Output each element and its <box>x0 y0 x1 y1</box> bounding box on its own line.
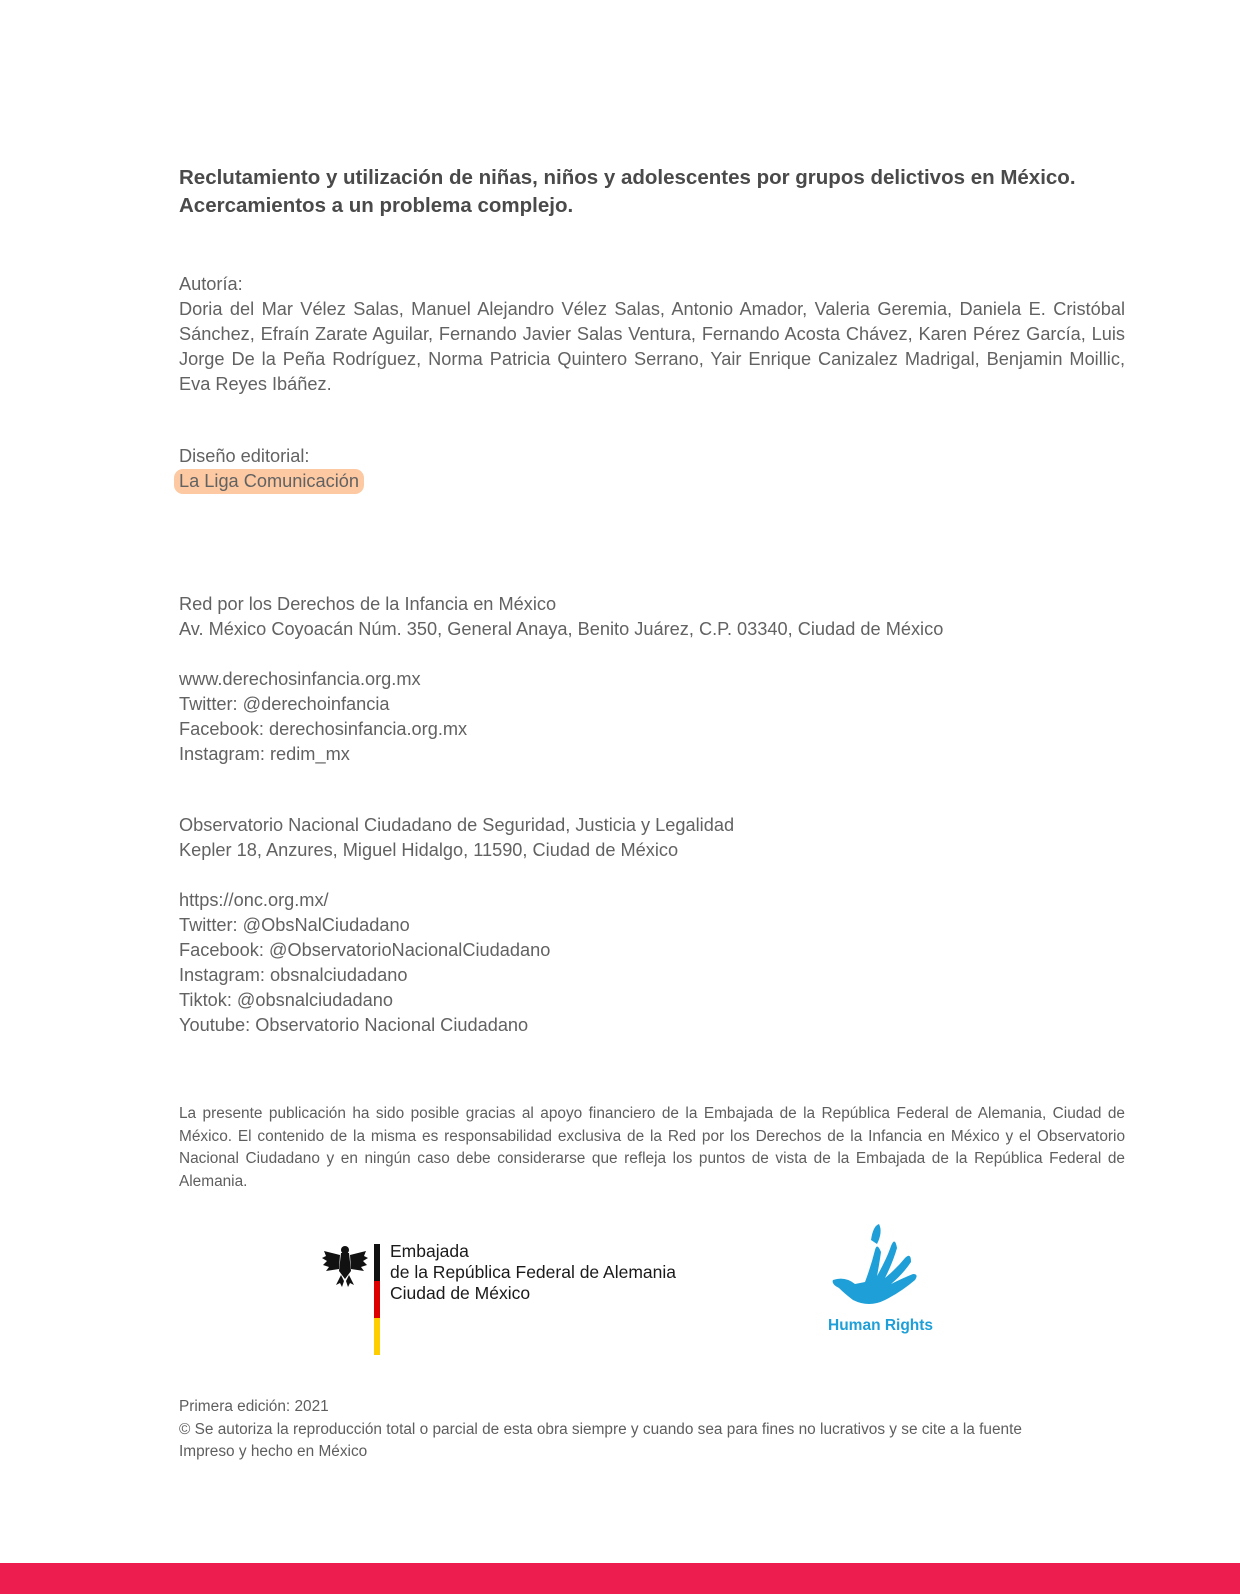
design-value-highlighted: La Liga Comunicación <box>174 469 364 494</box>
funding-disclaimer: La presente publicación ha sido posible gracias al apoyo financiero de la Embajada de la República Federal de Alemania, Ciudad de México. El contenido de la misma es responsabilidad exclusiva de la Red por los Derechos de la Infancia en México y el Observatorio Nacional Ciudadano y en ningún caso debe considerarse que refleja los puntos de vista de la Embajada de la República Federal de Alemania. <box>179 1105 1125 1190</box>
flag-gold-stripe <box>374 1318 380 1355</box>
redim-twitter: Twitter: @derechoinfancia <box>179 694 390 714</box>
flag-black-stripe <box>374 1244 380 1281</box>
redim-address: Av. México Coyoacán Núm. 350, General Anaya, Benito Juárez, C.P. 03340, Ciudad de México <box>179 619 944 639</box>
germany-line-3: Ciudad de México <box>390 1283 531 1303</box>
onc-youtube: Youtube: Observatorio Nacional Ciudadano <box>179 1015 529 1035</box>
design-section <box>179 444 364 494</box>
redim-instagram: Instagram: redim_mx <box>179 744 350 764</box>
title-line-1: Reclutamiento y utilización de niñas, niños y adolescentes por grupos delictivos en México. <box>179 166 1076 189</box>
redim-name: Red por los Derechos de la Infancia en México <box>179 594 557 614</box>
germany-embassy-logo <box>320 1241 690 1356</box>
design-label: Diseño editorial: <box>179 446 310 466</box>
hand-bird-icon <box>825 1222 935 1312</box>
onc-tiktok: Tiktok: @obsnalciudadano <box>179 990 393 1010</box>
document-title <box>179 164 1099 220</box>
title-line-2: Acercamientos a un problema complejo. <box>179 194 574 217</box>
footer-color-bar <box>0 1563 1240 1594</box>
onc-facebook: Facebook: @ObservatorioNacionalCiudadano <box>179 940 551 960</box>
federal-eagle-icon <box>320 1241 370 1291</box>
human-rights-logo <box>823 1230 943 1340</box>
authorship-section <box>179 272 1125 397</box>
redim-web-link[interactable]: www.derechosinfancia.org.mx <box>179 669 421 689</box>
printed-in: Impreso y hecho en México <box>179 1443 368 1461</box>
onc-name: Observatorio Nacional Ciudadano de Seguridad, Justicia y Legalidad <box>179 815 735 835</box>
onc-instagram: Instagram: obsnalciudadano <box>179 965 408 985</box>
redim-section <box>179 592 943 767</box>
human-rights-text: Human Rights <box>828 1317 934 1334</box>
redim-facebook: Facebook: derechosinfancia.org.mx <box>179 719 468 739</box>
onc-twitter: Twitter: @ObsNalCiudadano <box>179 915 410 935</box>
onc-address: Kepler 18, Anzures, Miguel Hidalgo, 11590, Ciudad de México <box>179 840 679 860</box>
germany-line-2: de la República Federal de Alemania <box>390 1262 677 1282</box>
germany-line-1: Embajada <box>390 1241 469 1261</box>
onc-section <box>179 813 734 1038</box>
imprint-section <box>179 1396 1022 1464</box>
germany-embassy-text <box>390 1241 676 1304</box>
license-notice: © Se autoriza la reproducción total o parcial de esta obra siempre y cuando sea para fines no lucrativos y se cite a la fuente <box>179 1420 1022 1438</box>
authorship-names: Doria del Mar Vélez Salas, Manuel Alejandro Vélez Salas, Antonio Amador, Valeria Geremia, Daniela E. Cristóbal Sánchez, Efraín Zarate Aguilar, Fernando Javier Salas Ventura, Fernando Acosta Chávez, Karen Pérez García, Luis Jorge De la Peña Rodríguez, Norma Patricia Quintero Serrano, Yair Enrique Canizalez Madrigal, Benjamin Moillic, Eva Reyes Ibáñez. <box>179 299 1125 394</box>
edition: Primera edición: 2021 <box>179 1398 329 1415</box>
authorship-label: Autoría: <box>179 274 243 294</box>
onc-web-link[interactable]: https://onc.org.mx/ <box>179 890 329 910</box>
flag-red-stripe <box>374 1281 380 1318</box>
